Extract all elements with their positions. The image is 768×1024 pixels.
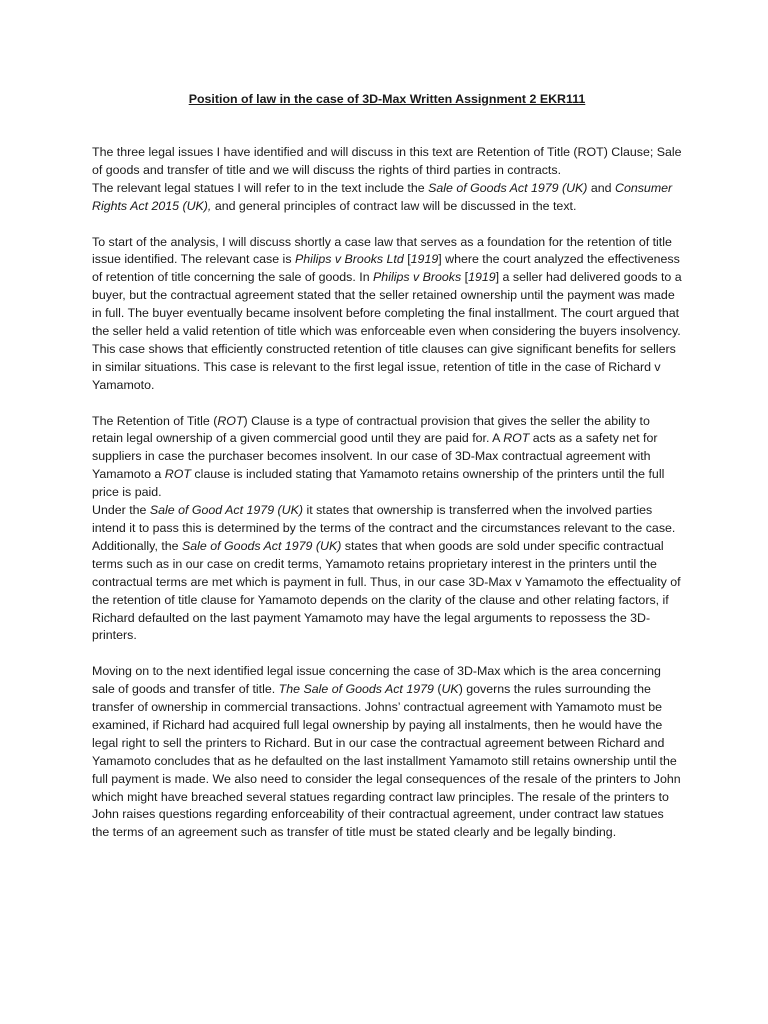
italic-text-segment: ROT <box>164 467 191 482</box>
text-segment: ) Clause is a type of contractual provision that gives the seller the ability to retain legal ownership of a given commercial good until they are paid for. A <box>92 413 650 446</box>
text-segment: states that when goods are sold under specific contractual terms such as in our case on credit terms, Yamamoto retains proprietary interest in the printers until the contractual terms are met which is payment in full. Thus, in our case 3D-Max v Yamamoto the effectuality of the retention of title clause for Yamamoto depends on the clarity of the clause and other relating factors, if Richard defaulted on the last payment Yamamoto may have the legal arguments to repossess the 3D-printers. <box>92 538 681 643</box>
paragraph <box>92 144 682 180</box>
italic-text-segment: Philips v Brooks Ltd <box>294 252 404 267</box>
paragraph <box>92 663 682 842</box>
text-segment: it states that ownership is transferred when the involved parties intend it to pass this is determined by the terms of the contract and the circumstances relevant to the case. Additionally, the <box>92 503 676 553</box>
italic-text-segment: Sale of Goods Act 1979 (UK) <box>182 538 342 553</box>
paragraph <box>92 413 682 503</box>
italic-text-segment: ROT <box>503 431 530 446</box>
paragraph <box>92 180 682 216</box>
italic-text-segment: Philips v Brooks <box>373 270 462 285</box>
text-segment: ] a seller had delivered goods to a buyer, but the contractual agreement stated that the seller retained ownership until the payment was made in full. The buyer eventually became insolvent before completing the final installment. The court argued that the seller held a valid retention of title which was enforceable even when considering the buyers insolvency. This case shows that efficiently constructed retention of title clauses can give significant benefits for sellers in similar situations. This case is relevant to the first legal issue, retention of title in the case of Richard v Yamamoto. <box>92 270 682 392</box>
text-segment: ) governs the rules surrounding the transfer of ownership in commercial transactions. Johns’ contractual agreement with Yamamoto must be examined, if Richard had acquired full legal ownership by paying all instalments, then he would have the legal right to sell the printers to Richard. But in our case the contractual agreement between Richard and Yamamoto concludes that as he defaulted on the last installment Yamamoto still retains ownership until the full payment is made. We also need to consider the legal consequences of the resale of the printers to John which might have breached several statues regarding contract law principles. The resale of the printers to John raises questions regarding enforceability of their contractual agreement, under contract law statues the terms of an agreement such as transfer of title must be stated clearly and be legally binding. <box>92 682 681 840</box>
text-segment: The relevant legal statues I will refer to in the text include the <box>92 180 429 195</box>
text-segment: clause is included stating that Yamamoto retains ownership of the printers until the full price is paid. <box>92 467 665 500</box>
italic-text-segment: Sale of Goods Act 1979 (UK) <box>428 180 588 195</box>
text-segment: ( <box>433 682 442 697</box>
document-title: Position of law in the case of 3D-Max Written Assignment 2 EKR111 <box>188 92 586 106</box>
text-segment: [ <box>461 270 469 285</box>
text-segment: The Retention of Title ( <box>92 413 218 428</box>
text-segment: [ <box>403 252 411 267</box>
text-segment: Under the <box>92 503 150 518</box>
text-segment: Moving on to the next identified legal issue concerning the case of 3D-Max which is the area concerning sale of goods and transfer of title. <box>92 664 661 697</box>
document-body <box>92 144 682 842</box>
text-segment: and <box>587 180 615 195</box>
paragraph <box>92 234 682 395</box>
paragraph <box>92 502 682 645</box>
italic-text-segment: UK <box>441 682 459 697</box>
text-segment: The three legal issues I have identified and will discuss in this text are Retention of Title (ROT) Clause; Sale of goods and transfer of title and we will discuss the rights of third parties in contracts. <box>92 145 682 177</box>
text-segment: ] where the court analyzed the effectiveness of retention of title concerning the sale of goods. In <box>92 252 680 285</box>
italic-text-segment: ROT <box>217 413 244 428</box>
document-page <box>92 90 682 860</box>
text-segment: acts as a safety net for suppliers in case the purchaser becomes insolvent. In our case of 3D-Max contractual agreement with Yamamoto a <box>92 431 658 482</box>
italic-text-segment: The Sale of Goods Act 1979 <box>278 682 434 697</box>
italic-text-segment: Sale of Good Act 1979 (UK) <box>149 503 303 518</box>
text-segment: and general principles of contract law will be discussed in the text. <box>211 198 577 213</box>
italic-text-segment: Consumer Rights Act 2015 (UK), <box>92 180 673 213</box>
italic-text-segment: 1919 <box>468 270 496 285</box>
text-segment: To start of the analysis, I will discuss shortly a case law that serves as a foundation for the retention of title issue identified. The relevant case is <box>92 234 672 267</box>
italic-text-segment: 1919 <box>410 252 439 267</box>
